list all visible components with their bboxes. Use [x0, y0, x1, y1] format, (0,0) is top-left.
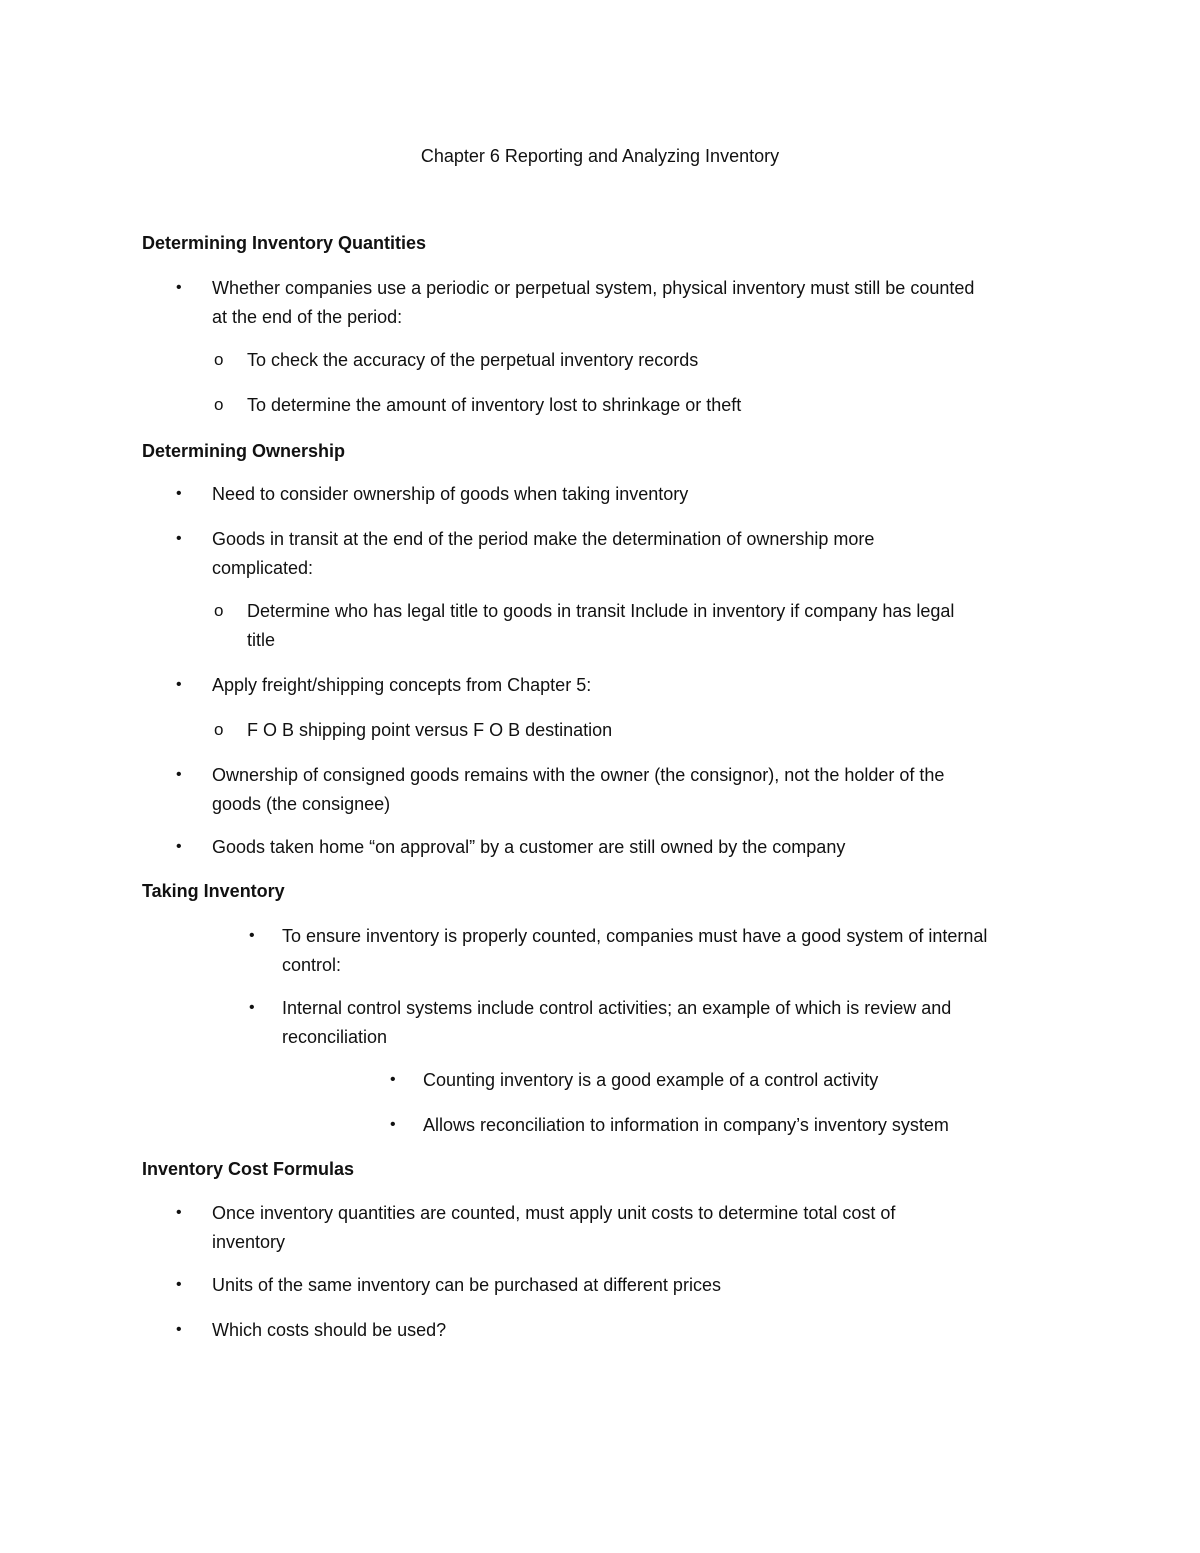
list-item-text: To check the accuracy of the perpetual inventory records: [247, 350, 699, 370]
bullet-marker: •: [176, 766, 182, 783]
bullet-marker: •: [249, 927, 255, 944]
section-heading-cost-formulas: Inventory Cost Formulas: [142, 1159, 355, 1179]
list-item-text: Determine who has legal title to goods in transit Include in inventory if company has legal: [247, 601, 955, 621]
list-item-text: Whether companies use a periodic or perpetual system, physical inventory must still be counted: [212, 278, 975, 298]
list-item-text: Allows reconciliation to information in company’s inventory system: [423, 1115, 949, 1135]
bullet-marker: •: [390, 1116, 396, 1133]
list-item-text: goods (the consignee): [212, 794, 391, 814]
list-item-text: Once inventory quantities are counted, must apply unit costs to determine total cost of: [212, 1203, 896, 1223]
list-item-text: Units of the same inventory can be purchased at different prices: [212, 1275, 721, 1295]
list-item-text: To determine the amount of inventory lost to shrinkage or theft: [247, 395, 742, 415]
list-item-text: reconciliation: [282, 1027, 388, 1047]
bullet-marker: •: [176, 279, 182, 296]
sub-bullet-marker: o: [214, 720, 224, 739]
bullet-marker: •: [390, 1071, 396, 1088]
list-item-text: Counting inventory is a good example of a control activity: [423, 1070, 879, 1090]
list-item-text: Ownership of consigned goods remains with the owner (the consignor), not the holder of the: [212, 765, 945, 785]
list-item-text: Need to consider ownership of goods when taking inventory: [212, 484, 689, 504]
list-item-text: Internal control systems include control activities; an example of which is review and: [282, 998, 952, 1018]
list-item-text: at the end of the period:: [212, 307, 403, 327]
list-item-text: Apply freight/shipping concepts from Chapter 5:: [212, 675, 592, 695]
section-heading-taking-inventory: Taking Inventory: [142, 881, 285, 901]
section-heading-inventory-quantities: Determining Inventory Quantities: [142, 233, 427, 253]
bullet-marker: •: [249, 999, 255, 1016]
list-item-text: Which costs should be used?: [212, 1320, 447, 1340]
bullet-marker: •: [176, 1321, 182, 1338]
bullet-marker: •: [176, 838, 182, 855]
list-item-text: Goods taken home “on approval” by a customer are still owned by the company: [212, 837, 846, 857]
sub-bullet-marker: o: [214, 395, 224, 414]
list-item-text: title: [247, 630, 276, 650]
sub-bullet-marker: o: [214, 601, 224, 620]
bullet-marker: •: [176, 1204, 182, 1221]
list-item-text: F O B shipping point versus F O B destination: [247, 720, 613, 740]
page-title: Chapter 6 Reporting and Analyzing Inventory: [420, 146, 780, 166]
bullet-marker: •: [176, 530, 182, 547]
bullet-marker: •: [176, 676, 182, 693]
list-item-text: Goods in transit at the end of the period make the determination of ownership more: [212, 529, 875, 549]
list-item-text: control:: [282, 955, 342, 975]
bullet-marker: •: [176, 1276, 182, 1293]
list-item-text: inventory: [212, 1232, 286, 1252]
bullet-marker: •: [176, 485, 182, 502]
sub-bullet-marker: o: [214, 350, 224, 369]
list-item-text: To ensure inventory is properly counted, companies must have a good system of internal: [282, 926, 988, 946]
list-item-text: complicated:: [212, 558, 314, 578]
section-heading-ownership: Determining Ownership: [142, 441, 346, 461]
